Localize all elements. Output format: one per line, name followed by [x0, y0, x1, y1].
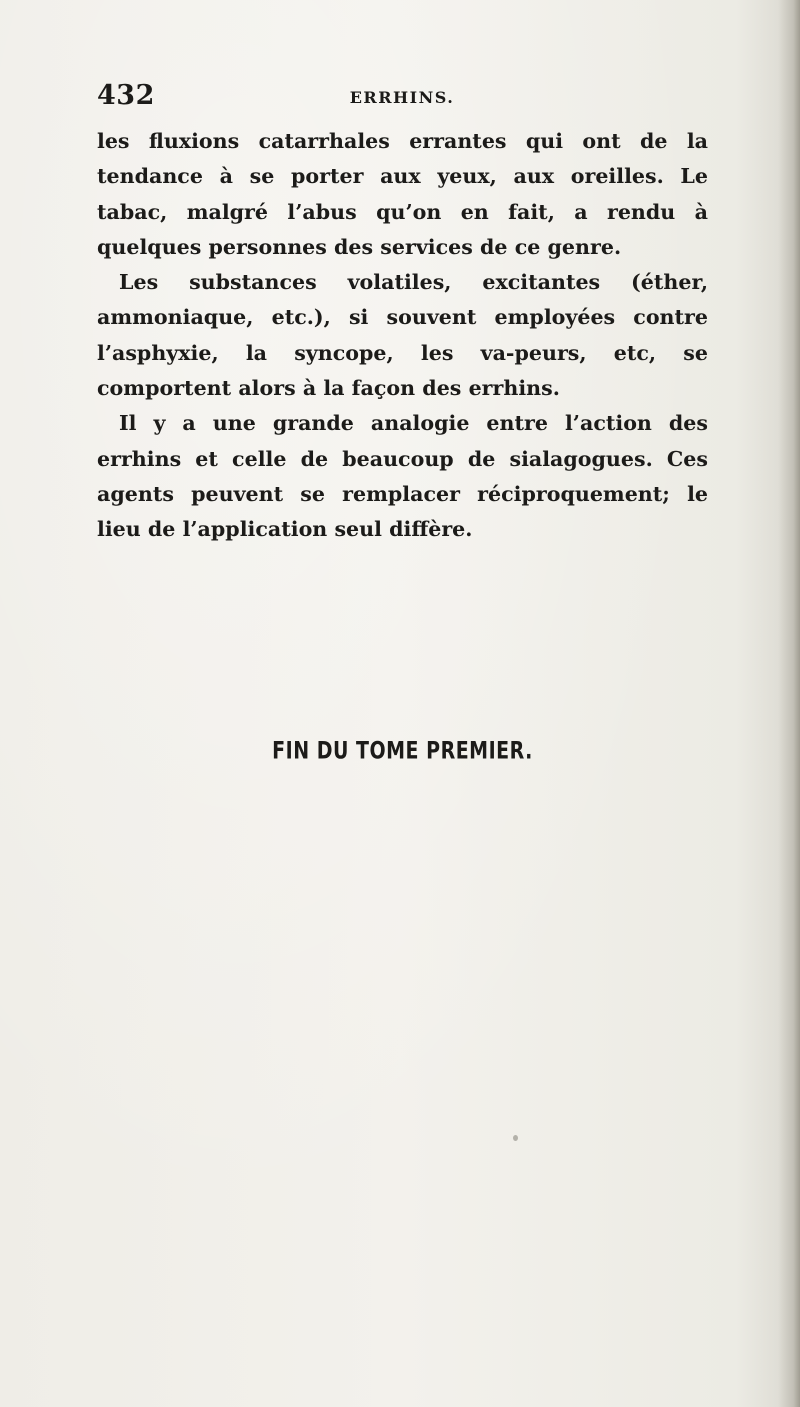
running-head: ERRHINS. [349, 88, 455, 107]
body-text [97, 124, 708, 548]
paragraph-3: Il y a une grande analogie entre l’action des errhins et celle de beaucoup de sialagogues. Ces agents peuvent se remplacer réciproquement; le lieu de l’application seul diffère. [97, 411, 708, 542]
paper-speck [513, 1135, 518, 1141]
page-edge-shadow [778, 0, 800, 1407]
paragraph-1: les fluxions catarrhales errantes qui ont de la tendance à se porter aux yeux, aux oreilles. Le tabac, malgré l’abus qu’on en fait, a rendu à quelques personnes des services de ce genre. [97, 129, 708, 259]
paragraph-2: Les substances volatiles, excitantes (éther, ammoniaque, etc.), si souvent employées contre l’asphyxie, la syncope, les va-peurs, etc, se comportent alors à la façon des errhins. [97, 270, 708, 401]
page-number: 432 [97, 80, 155, 111]
closing-line: FIN DU TOME PREMIER. [272, 737, 533, 765]
page-header [97, 80, 707, 120]
